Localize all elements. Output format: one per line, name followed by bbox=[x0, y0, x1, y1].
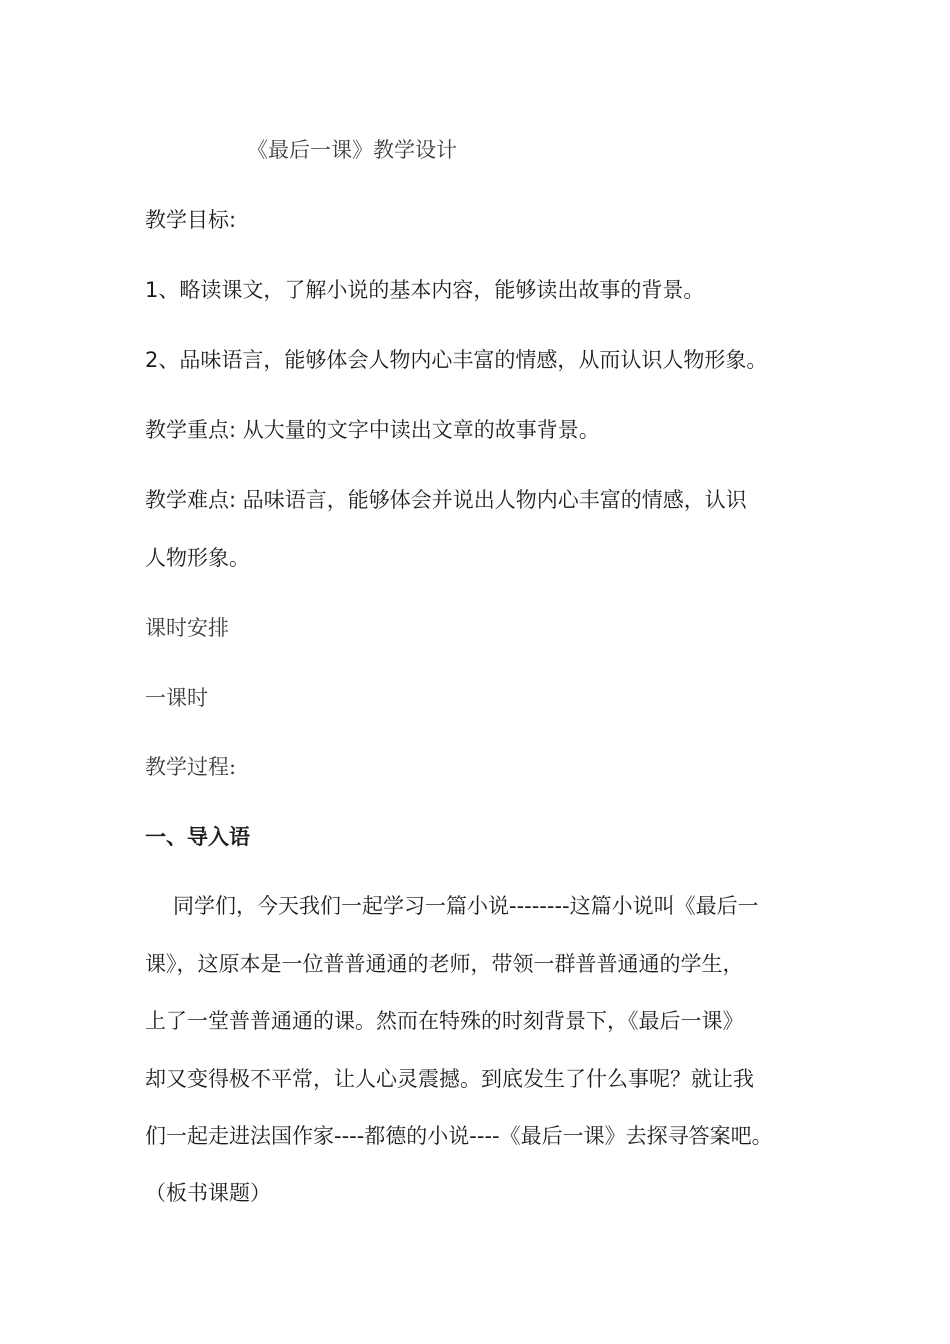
section-1-heading: 一、导入语 bbox=[145, 825, 250, 849]
difficulty-line-1: 教学难点: 品味语言，能够体会并说出人物内心丰富的情感，认识 bbox=[145, 488, 747, 512]
intro-line-2: 课》，这原本是一位普普通通的老师，带领一群普普通通的学生， bbox=[145, 952, 744, 976]
schedule-heading: 课时安排 bbox=[145, 616, 229, 640]
objective-2: 2、品味语言，能够体会人物内心丰富的情感，从而认识人物形象。 bbox=[145, 348, 768, 372]
schedule-value: 一课时 bbox=[145, 686, 208, 710]
intro-line-1: 同学们，今天我们一起学习一篇小说--------这篇小说叫《最后一 bbox=[173, 894, 759, 918]
objective-1: 1、略读课文，了解小说的基本内容，能够读出故事的背景。 bbox=[145, 278, 705, 302]
difficulty-line-2: 人物形象。 bbox=[145, 546, 250, 570]
key-point: 教学重点: 从大量的文字中读出文章的故事背景。 bbox=[145, 418, 600, 442]
intro-line-5: 们一起走进法国作家----都德的小说----《最后一课》去探寻答案吧。 bbox=[145, 1124, 773, 1148]
intro-line-3: 上了一堂普普通通的课。然而在特殊的时刻背景下，《最后一课》 bbox=[145, 1009, 744, 1033]
objectives-heading: 教学目标: bbox=[145, 208, 237, 232]
process-heading: 教学过程: bbox=[145, 755, 237, 779]
intro-line-4: 却又变得极不平常，让人心灵震撼。到底发生了什么事呢？就让我 bbox=[145, 1067, 754, 1091]
document-title: 《最后一课》教学设计 bbox=[247, 138, 457, 162]
intro-line-6: （板书课题） bbox=[145, 1181, 271, 1205]
